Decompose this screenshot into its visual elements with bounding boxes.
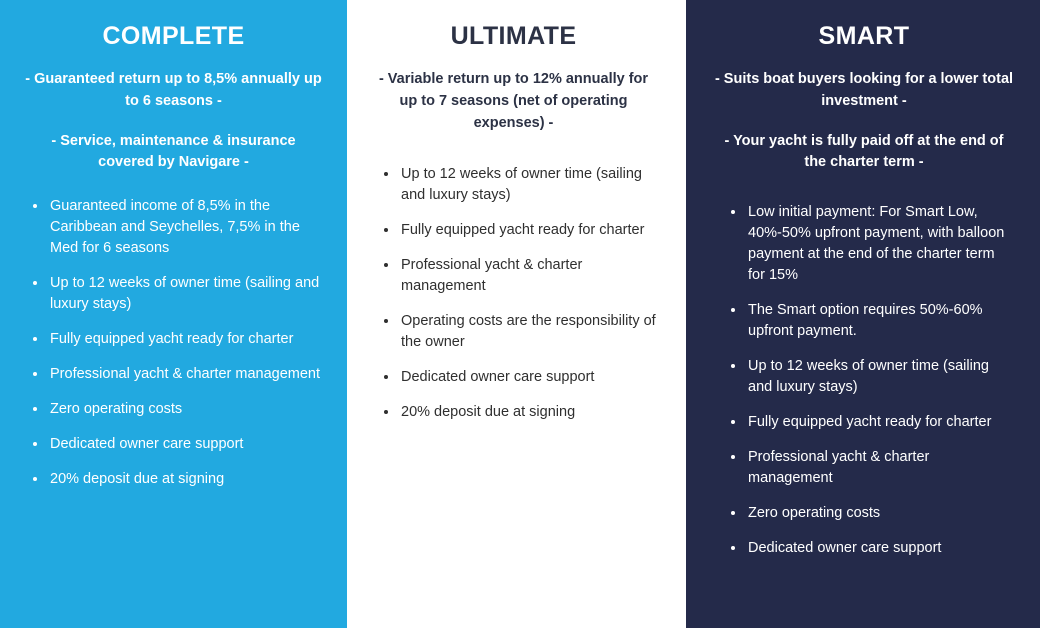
list-item: Dedicated owner care support [46,434,323,455]
list-item: Fully equipped yacht ready for charter [744,412,1014,433]
plan-column-complete [0,0,347,628]
list-item: Up to 12 weeks of owner time (sailing and luxury stays) [397,164,656,206]
list-item: Guaranteed income of 8,5% in the Caribbean and Seychelles, 7,5% in the Med for 6 seasons [46,196,323,259]
list-item: Dedicated owner care support [744,538,1014,559]
list-item: Up to 12 weeks of owner time (sailing and luxury stays) [744,356,1014,398]
plan-column-smart [686,0,1040,628]
plan-title-complete: COMPLETE [102,22,245,50]
list-item: The Smart option requires 50%-60% upfront payment. [744,300,1014,342]
plan-subhead-ultimate-1: - Variable return up to 12% annually for up to 7 seasons (net of operating expenses) - [378,71,649,131]
plan-feature-list-complete [24,196,323,490]
plan-title-ultimate: ULTIMATE [450,22,577,50]
list-item: Fully equipped yacht ready for charter [397,220,656,241]
list-item: Up to 12 weeks of owner time (sailing and luxury stays) [46,273,323,315]
list-item: Professional yacht & charter management [397,255,656,297]
list-item: Fully equipped yacht ready for charter [46,329,323,350]
list-item: Dedicated owner care support [397,367,656,388]
plan-subhead-complete-2: - Service, maintenance & insurance covered by Navigare - [51,132,296,171]
plan-feature-list-ultimate [371,164,656,423]
list-item: Professional yacht & charter management [744,447,1014,489]
list-item: Zero operating costs [46,399,323,420]
plan-subhead-smart-1: - Suits boat buyers looking for a lower total investment - [714,71,1014,109]
list-item: 20% deposit due at signing [397,402,656,423]
list-item: Operating costs are the responsibility of the owner [397,311,656,353]
list-item: 20% deposit due at signing [46,469,323,490]
plan-feature-list-smart [714,202,1014,559]
plan-title-smart: SMART [818,22,910,50]
list-item: Low initial payment: For Smart Low, 40%-50% upfront payment, with balloon payment at the end of the charter term for 15% [744,202,1014,286]
plan-subhead-complete-1: - Guaranteed return up to 8,5% annually up to 6 seasons - [25,71,322,109]
plan-column-ultimate [347,0,686,628]
plan-subhead-smart-2: - Your yacht is fully paid off at the end of the charter term - [724,132,1004,171]
list-item: Professional yacht & charter management [46,364,323,385]
list-item: Zero operating costs [744,503,1014,524]
